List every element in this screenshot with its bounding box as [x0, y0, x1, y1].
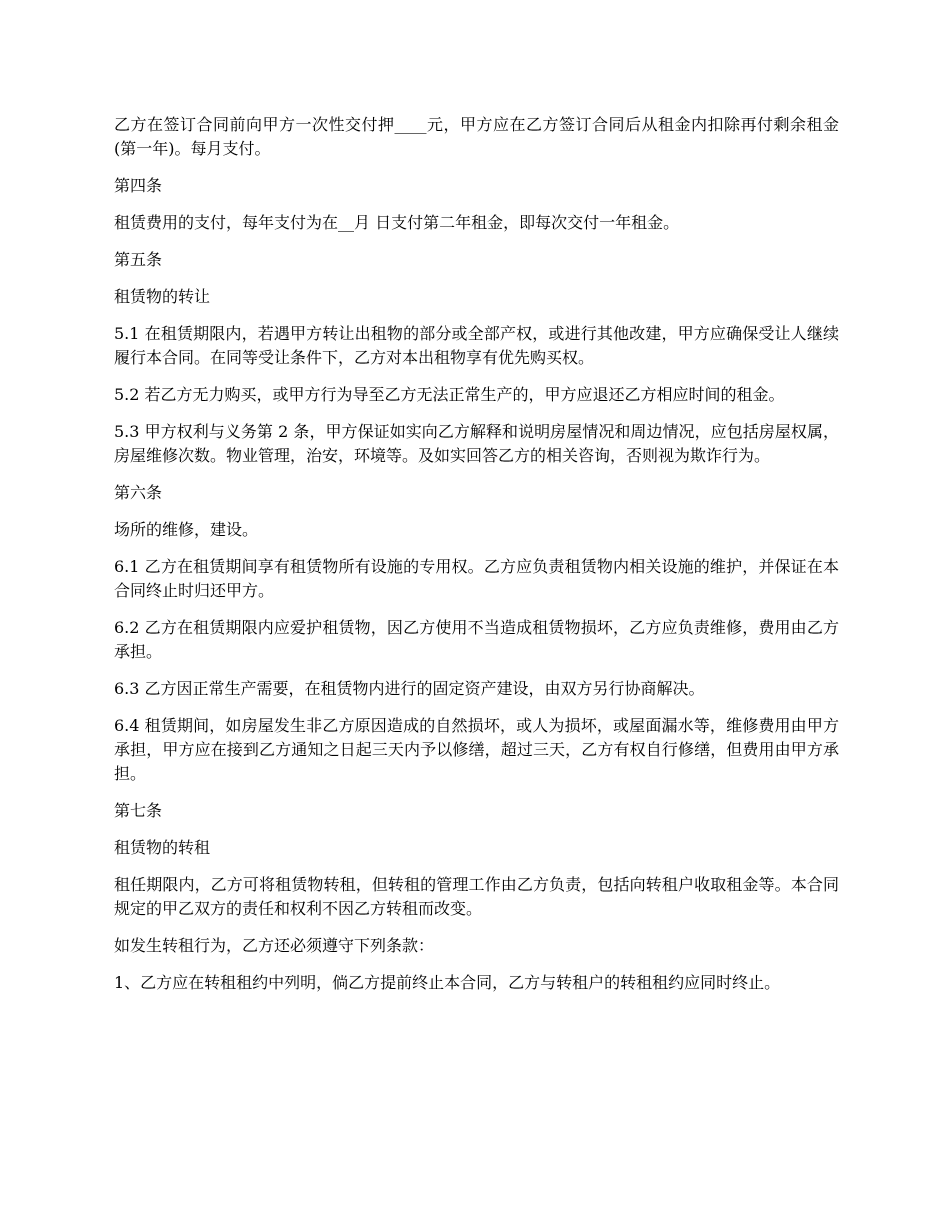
clause-5-2: 5.2 若乙方无力购买，或甲方行为导至乙方无法正常生产的，甲方应退还乙方相应时间的租金。 — [114, 385, 785, 404]
subheading-sublease: 租赁物的转租 — [114, 838, 211, 857]
clause-5-1: 5.1 在租赁期限内，若遇甲方转让出租物的部分或全部产权，或进行其他改建，甲方应确保受让人继续履行本合同。在同等受让条件下，乙方对本出租物享有优先购买权。 — [114, 324, 839, 367]
heading-article-4: 第四条 — [114, 176, 163, 195]
subheading-transfer: 租赁物的转让 — [114, 287, 211, 306]
heading-article-5: 第五条 — [114, 250, 163, 269]
paragraph-sublease-terms: 租任期限内，乙方可将租赁物转租，但转租的管理工作由乙方负责，包括向转租户收取租金等。本合同规定的甲乙双方的责任和权利不因乙方转租而改变。 — [114, 875, 839, 918]
paragraph-deposit: 乙方在签订合同前向甲方一次性交付押____元，甲方应在乙方签订合同后从租金内扣除再付剩余租金(第一年)。每月支付。 — [114, 115, 839, 158]
heading-article-6: 第六条 — [114, 483, 163, 502]
subheading-maintenance: 场所的维修，建设。 — [114, 520, 259, 539]
clause-6-1: 6.1 乙方在租赁期间享有租赁物所有设施的专用权。乙方应负责租赁物内相关设施的维护，并保证在本合同终止时归还甲方。 — [114, 557, 839, 600]
clause-6-4: 6.4 租赁期间，如房屋发生非乙方原因造成的自然损坏，或人为损坏，或屋面漏水等，维修费用由甲方承担，甲方应在接到乙方通知之日起三天内予以修缮，超过三天，乙方有权自行修缮，但费用由甲方承担。 — [114, 716, 839, 783]
clause-6-3: 6.3 乙方因正常生产需要，在租赁物内进行的固定资产建设，由双方另行协商解决。 — [114, 679, 705, 698]
clause-6-2: 6.2 乙方在租赁期限内应爱护租赁物，因乙方使用不当造成租赁物损坏，乙方应负责维修，费用由乙方承担。 — [114, 618, 839, 661]
clause-5-3: 5.3 甲方权利与义务第 2 条，甲方保证如实向乙方解释和说明房屋情况和周边情况，应包括房屋权属，房屋维修次数。物业管理，治安，环境等。及如实回答乙方的相关咨询，否则视为欺诈行为。 — [114, 422, 839, 465]
sublease-item-1: 1、乙方应在转租租约中列明，倘乙方提前终止本合同，乙方与转租户的转租租约应同时终止。 — [114, 973, 781, 992]
paragraph-sublease-conditions: 如发生转租行为，乙方还必须遵守下列条款： — [114, 936, 435, 955]
document-body — [114, 113, 839, 1008]
heading-article-7: 第七条 — [114, 801, 163, 820]
paragraph-rent-payment: 租赁费用的支付，每年支付为在__月 日支付第二年租金，即每次交付一年租金。 — [114, 213, 680, 232]
